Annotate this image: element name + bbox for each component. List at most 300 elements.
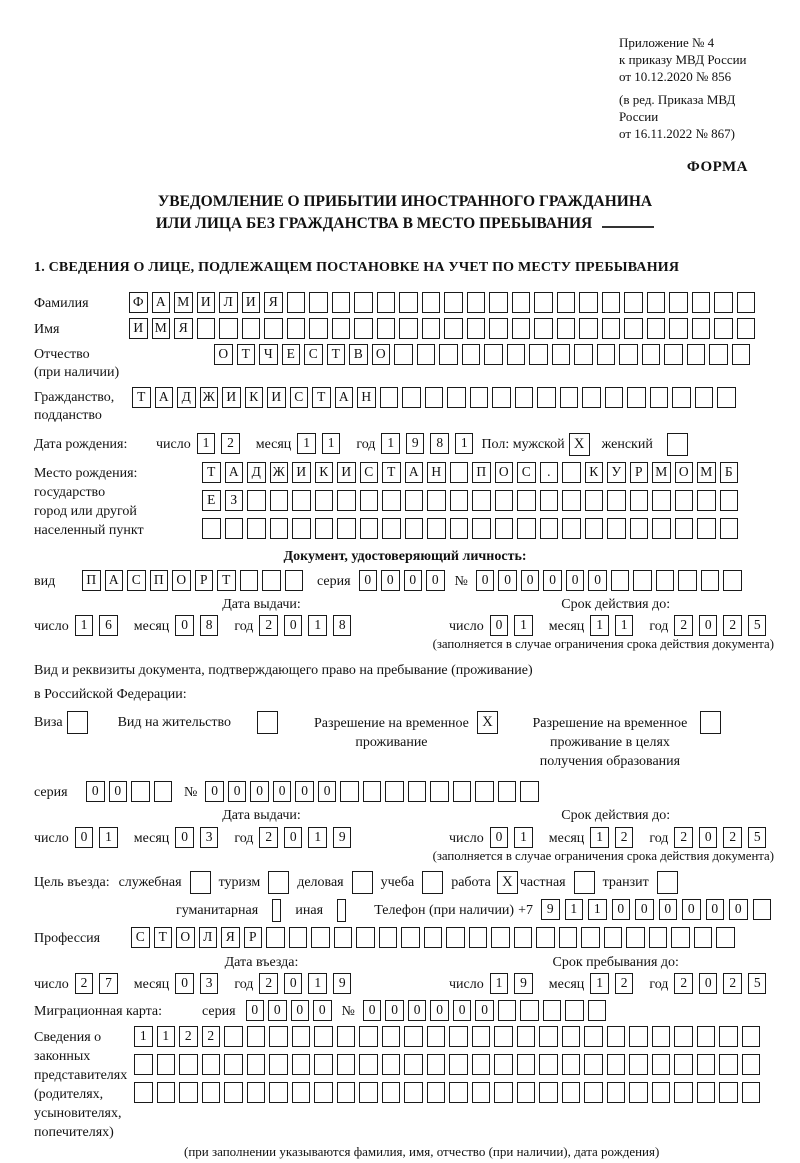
checkbox-humanitarian[interactable]: [272, 899, 281, 922]
char-box[interactable]: 1: [197, 433, 216, 454]
char-box[interactable]: [314, 1082, 333, 1103]
char-box[interactable]: 2: [674, 973, 693, 994]
char-box[interactable]: [559, 927, 578, 948]
char-box[interactable]: [672, 387, 691, 408]
char-box[interactable]: [247, 1082, 266, 1103]
char-box[interactable]: [529, 344, 548, 365]
char-box[interactable]: [720, 518, 739, 539]
char-box[interactable]: З: [225, 490, 244, 511]
char-box[interactable]: [515, 387, 534, 408]
char-box[interactable]: 2: [723, 615, 742, 636]
phone-input[interactable]: [541, 899, 776, 920]
given-name-input[interactable]: [129, 318, 759, 339]
char-box[interactable]: 0: [175, 973, 194, 994]
char-box[interactable]: П: [82, 570, 101, 591]
birth-place-row3[interactable]: [202, 518, 742, 539]
char-box[interactable]: 0: [699, 973, 718, 994]
char-box[interactable]: К: [245, 387, 264, 408]
char-box[interactable]: [292, 518, 311, 539]
char-box[interactable]: [652, 1026, 671, 1047]
checkbox-visa[interactable]: [67, 711, 88, 734]
char-box[interactable]: [287, 292, 306, 313]
char-box[interactable]: 0: [295, 781, 314, 802]
char-box[interactable]: [467, 292, 486, 313]
char-box[interactable]: [652, 490, 671, 511]
char-box[interactable]: [678, 570, 697, 591]
char-box[interactable]: [394, 344, 413, 365]
char-box[interactable]: И: [222, 387, 241, 408]
char-box[interactable]: 0: [476, 570, 495, 591]
char-box[interactable]: О: [176, 927, 195, 948]
char-box[interactable]: 8: [430, 433, 449, 454]
char-box[interactable]: [315, 490, 334, 511]
char-box[interactable]: 6: [99, 615, 118, 636]
char-box[interactable]: [737, 318, 756, 339]
char-box[interactable]: [427, 1082, 446, 1103]
char-box[interactable]: [292, 1082, 311, 1103]
char-box[interactable]: [719, 1054, 738, 1075]
char-box[interactable]: [714, 292, 733, 313]
char-box[interactable]: 0: [291, 1000, 310, 1021]
char-box[interactable]: [534, 292, 553, 313]
char-box[interactable]: И: [197, 292, 216, 313]
char-box[interactable]: [732, 344, 751, 365]
char-box[interactable]: О: [172, 570, 191, 591]
residence-valid-month[interactable]: [590, 827, 639, 848]
char-box[interactable]: 0: [699, 827, 718, 848]
char-box[interactable]: 1: [308, 973, 327, 994]
char-box[interactable]: [332, 292, 351, 313]
char-box[interactable]: 1: [381, 433, 400, 454]
char-box[interactable]: [694, 927, 713, 948]
char-box[interactable]: [697, 1026, 716, 1047]
char-box[interactable]: [404, 1054, 423, 1075]
char-box[interactable]: [540, 490, 559, 511]
char-box[interactable]: С: [304, 344, 323, 365]
citizenship-input[interactable]: [132, 387, 740, 408]
legal-reps-row2[interactable]: [134, 1054, 764, 1075]
char-box[interactable]: [225, 518, 244, 539]
char-box[interactable]: [402, 387, 421, 408]
char-box[interactable]: [314, 1054, 333, 1075]
checkbox-male[interactable]: X: [569, 433, 590, 456]
char-box[interactable]: 0: [408, 1000, 427, 1021]
char-box[interactable]: [202, 1054, 221, 1075]
char-box[interactable]: [417, 344, 436, 365]
char-box[interactable]: [472, 1054, 491, 1075]
birth-place-row1[interactable]: [202, 462, 742, 483]
char-box[interactable]: [224, 1054, 243, 1075]
char-box[interactable]: Н: [357, 387, 376, 408]
char-box[interactable]: О: [495, 462, 514, 483]
char-box[interactable]: [709, 344, 728, 365]
char-box[interactable]: О: [675, 462, 694, 483]
entry-day[interactable]: [75, 973, 124, 994]
char-box[interactable]: Ж: [200, 387, 219, 408]
char-box[interactable]: [494, 1054, 513, 1075]
char-box[interactable]: Т: [327, 344, 346, 365]
char-box[interactable]: 0: [75, 827, 94, 848]
stay-month[interactable]: [590, 973, 639, 994]
char-box[interactable]: 0: [175, 827, 194, 848]
char-box[interactable]: [404, 1082, 423, 1103]
char-box[interactable]: 9: [333, 827, 352, 848]
char-box[interactable]: [737, 292, 756, 313]
char-box[interactable]: [453, 781, 472, 802]
char-box[interactable]: [292, 1026, 311, 1047]
char-box[interactable]: 0: [612, 899, 631, 920]
char-box[interactable]: [584, 1026, 603, 1047]
char-box[interactable]: [669, 292, 688, 313]
char-box[interactable]: [266, 927, 285, 948]
char-box[interactable]: А: [225, 462, 244, 483]
char-box[interactable]: [630, 518, 649, 539]
char-box[interactable]: [697, 518, 716, 539]
checkbox-transit[interactable]: [657, 871, 678, 894]
char-box[interactable]: [292, 490, 311, 511]
checkbox-private[interactable]: [574, 871, 595, 894]
char-box[interactable]: Т: [217, 570, 236, 591]
char-box[interactable]: [539, 1082, 558, 1103]
char-box[interactable]: [605, 387, 624, 408]
identity-valid-day[interactable]: [490, 615, 539, 636]
char-box[interactable]: [697, 1054, 716, 1075]
char-box[interactable]: [552, 344, 571, 365]
birth-day-input[interactable]: [197, 433, 246, 454]
char-box[interactable]: Ж: [270, 462, 289, 483]
char-box[interactable]: 9: [541, 899, 560, 920]
char-box[interactable]: [647, 318, 666, 339]
char-box[interactable]: [630, 490, 649, 511]
char-box[interactable]: [179, 1082, 198, 1103]
char-box[interactable]: [382, 1054, 401, 1075]
checkbox-education-residence[interactable]: [700, 711, 721, 734]
char-box[interactable]: [695, 387, 714, 408]
char-box[interactable]: 0: [659, 899, 678, 920]
checkbox-study[interactable]: [422, 871, 443, 894]
char-box[interactable]: 0: [521, 570, 540, 591]
char-box[interactable]: [562, 1054, 581, 1075]
char-box[interactable]: [292, 1054, 311, 1075]
surname-input[interactable]: [129, 292, 759, 313]
char-box[interactable]: [626, 927, 645, 948]
char-box[interactable]: [520, 1000, 539, 1021]
char-box[interactable]: 9: [333, 973, 352, 994]
char-box[interactable]: 2: [259, 827, 278, 848]
char-box[interactable]: [624, 318, 643, 339]
entry-year[interactable]: [259, 973, 357, 994]
char-box[interactable]: [449, 1026, 468, 1047]
char-box[interactable]: 0: [426, 570, 445, 591]
char-box[interactable]: С: [131, 927, 150, 948]
char-box[interactable]: [597, 344, 616, 365]
char-box[interactable]: [134, 1082, 153, 1103]
char-box[interactable]: К: [585, 462, 604, 483]
char-box[interactable]: 2: [179, 1026, 198, 1047]
char-box[interactable]: Я: [221, 927, 240, 948]
char-box[interactable]: Т: [154, 927, 173, 948]
char-box[interactable]: Т: [202, 462, 221, 483]
char-box[interactable]: [472, 490, 491, 511]
char-box[interactable]: [652, 1054, 671, 1075]
char-box[interactable]: И: [242, 292, 261, 313]
char-box[interactable]: [607, 1026, 626, 1047]
char-box[interactable]: [449, 1082, 468, 1103]
stay-day[interactable]: [490, 973, 539, 994]
char-box[interactable]: [427, 1054, 446, 1075]
char-box[interactable]: [629, 1054, 648, 1075]
char-box[interactable]: [359, 1026, 378, 1047]
char-box[interactable]: 1: [590, 973, 609, 994]
char-box[interactable]: [517, 1054, 536, 1075]
char-box[interactable]: [422, 292, 441, 313]
char-box[interactable]: [619, 344, 638, 365]
char-box[interactable]: [536, 927, 555, 948]
char-box[interactable]: Б: [720, 462, 739, 483]
residence-issue-day[interactable]: [75, 827, 124, 848]
char-box[interactable]: 1: [75, 615, 94, 636]
char-box[interactable]: [674, 1054, 693, 1075]
char-box[interactable]: [462, 344, 481, 365]
char-box[interactable]: [447, 387, 466, 408]
char-box[interactable]: [720, 490, 739, 511]
char-box[interactable]: 1: [99, 827, 118, 848]
char-box[interactable]: [581, 927, 600, 948]
char-box[interactable]: [584, 1082, 603, 1103]
char-box[interactable]: [647, 292, 666, 313]
char-box[interactable]: [697, 490, 716, 511]
char-box[interactable]: И: [337, 462, 356, 483]
char-box[interactable]: [359, 1082, 378, 1103]
char-box[interactable]: [270, 518, 289, 539]
checkbox-other[interactable]: [337, 899, 346, 922]
char-box[interactable]: [470, 387, 489, 408]
char-box[interactable]: [537, 387, 556, 408]
char-box[interactable]: [494, 1026, 513, 1047]
char-box[interactable]: [742, 1054, 761, 1075]
char-box[interactable]: [543, 1000, 562, 1021]
char-box[interactable]: [354, 318, 373, 339]
profession-input[interactable]: [131, 927, 739, 948]
legal-reps-row1[interactable]: [134, 1026, 764, 1047]
char-box[interactable]: 3: [200, 973, 219, 994]
char-box[interactable]: [247, 1054, 266, 1075]
char-box[interactable]: П: [472, 462, 491, 483]
char-box[interactable]: 1: [590, 827, 609, 848]
char-box[interactable]: [674, 1082, 693, 1103]
char-box[interactable]: [517, 518, 536, 539]
migration-series-input[interactable]: [246, 1000, 336, 1021]
char-box[interactable]: 1: [590, 615, 609, 636]
char-box[interactable]: 1: [514, 615, 533, 636]
char-box[interactable]: [602, 292, 621, 313]
char-box[interactable]: [240, 570, 259, 591]
char-box[interactable]: 0: [635, 899, 654, 920]
char-box[interactable]: 5: [748, 827, 767, 848]
char-box[interactable]: [607, 518, 626, 539]
char-box[interactable]: 0: [682, 899, 701, 920]
char-box[interactable]: Т: [132, 387, 151, 408]
char-box[interactable]: Е: [202, 490, 221, 511]
char-box[interactable]: [716, 927, 735, 948]
char-box[interactable]: [399, 292, 418, 313]
checkbox-official[interactable]: [190, 871, 211, 894]
char-box[interactable]: [585, 518, 604, 539]
char-box[interactable]: [354, 292, 373, 313]
char-box[interactable]: С: [517, 462, 536, 483]
char-box[interactable]: [444, 318, 463, 339]
char-box[interactable]: [379, 927, 398, 948]
char-box[interactable]: [425, 387, 444, 408]
char-box[interactable]: [360, 518, 379, 539]
char-box[interactable]: [692, 292, 711, 313]
char-box[interactable]: [498, 1000, 517, 1021]
char-box[interactable]: 1: [157, 1026, 176, 1047]
char-box[interactable]: 2: [723, 827, 742, 848]
char-box[interactable]: 0: [543, 570, 562, 591]
char-box[interactable]: 2: [221, 433, 240, 454]
char-box[interactable]: [337, 1026, 356, 1047]
char-box[interactable]: [562, 1082, 581, 1103]
char-box[interactable]: [399, 318, 418, 339]
char-box[interactable]: 1: [615, 615, 634, 636]
char-box[interactable]: 2: [615, 827, 634, 848]
char-box[interactable]: Т: [237, 344, 256, 365]
char-box[interactable]: [579, 292, 598, 313]
char-box[interactable]: [517, 1026, 536, 1047]
char-box[interactable]: [753, 899, 772, 920]
char-box[interactable]: [380, 387, 399, 408]
residence-issue-month[interactable]: [175, 827, 224, 848]
char-box[interactable]: 0: [363, 1000, 382, 1021]
char-box[interactable]: [692, 318, 711, 339]
char-box[interactable]: [539, 1054, 558, 1075]
char-box[interactable]: [202, 518, 221, 539]
char-box[interactable]: 0: [430, 1000, 449, 1021]
char-box[interactable]: Р: [630, 462, 649, 483]
char-box[interactable]: А: [405, 462, 424, 483]
char-box[interactable]: И: [267, 387, 286, 408]
char-box[interactable]: [131, 781, 150, 802]
char-box[interactable]: 1: [134, 1026, 153, 1047]
char-box[interactable]: [224, 1082, 243, 1103]
char-box[interactable]: Р: [244, 927, 263, 948]
char-box[interactable]: 0: [284, 615, 303, 636]
char-box[interactable]: [134, 1054, 153, 1075]
char-box[interactable]: [517, 1082, 536, 1103]
char-box[interactable]: [495, 490, 514, 511]
char-box[interactable]: [512, 318, 531, 339]
char-box[interactable]: 2: [723, 973, 742, 994]
char-box[interactable]: [427, 518, 446, 539]
char-box[interactable]: [382, 1026, 401, 1047]
doc-series-input[interactable]: [359, 570, 449, 591]
char-box[interactable]: [627, 387, 646, 408]
char-box[interactable]: 1: [490, 973, 509, 994]
identity-issue-year[interactable]: [259, 615, 357, 636]
char-box[interactable]: 0: [729, 899, 748, 920]
char-box[interactable]: [534, 318, 553, 339]
char-box[interactable]: 0: [175, 615, 194, 636]
char-box[interactable]: 0: [699, 615, 718, 636]
char-box[interactable]: С: [290, 387, 309, 408]
char-box[interactable]: 2: [202, 1026, 221, 1047]
char-box[interactable]: [382, 1082, 401, 1103]
char-box[interactable]: И: [292, 462, 311, 483]
char-box[interactable]: [714, 318, 733, 339]
char-box[interactable]: [492, 387, 511, 408]
char-box[interactable]: 8: [200, 615, 219, 636]
char-box[interactable]: [562, 462, 581, 483]
char-box[interactable]: Д: [177, 387, 196, 408]
char-box[interactable]: .: [540, 462, 559, 483]
char-box[interactable]: [565, 1000, 584, 1021]
char-box[interactable]: [405, 518, 424, 539]
char-box[interactable]: 2: [674, 827, 693, 848]
char-box[interactable]: [315, 518, 334, 539]
char-box[interactable]: [624, 292, 643, 313]
char-box[interactable]: 1: [565, 899, 584, 920]
char-box[interactable]: 0: [284, 827, 303, 848]
char-box[interactable]: [262, 570, 281, 591]
char-box[interactable]: [562, 490, 581, 511]
char-box[interactable]: [427, 1026, 446, 1047]
char-box[interactable]: 9: [514, 973, 533, 994]
char-box[interactable]: И: [129, 318, 148, 339]
char-box[interactable]: [652, 518, 671, 539]
char-box[interactable]: [585, 490, 604, 511]
char-box[interactable]: [491, 927, 510, 948]
char-box[interactable]: [242, 318, 261, 339]
char-box[interactable]: [607, 1082, 626, 1103]
char-box[interactable]: [334, 927, 353, 948]
migration-number-input[interactable]: [363, 1000, 611, 1021]
checkbox-business[interactable]: [352, 871, 373, 894]
char-box[interactable]: М: [152, 318, 171, 339]
char-box[interactable]: [656, 570, 675, 591]
char-box[interactable]: 1: [308, 615, 327, 636]
char-box[interactable]: [285, 570, 304, 591]
char-box[interactable]: [604, 927, 623, 948]
char-box[interactable]: [539, 1026, 558, 1047]
char-box[interactable]: [540, 518, 559, 539]
char-box[interactable]: 2: [259, 973, 278, 994]
char-box[interactable]: [584, 1054, 603, 1075]
char-box[interactable]: [557, 318, 576, 339]
char-box[interactable]: [649, 927, 668, 948]
char-box[interactable]: С: [360, 462, 379, 483]
char-box[interactable]: [449, 1054, 468, 1075]
char-box[interactable]: [607, 490, 626, 511]
char-box[interactable]: [422, 318, 441, 339]
char-box[interactable]: Р: [195, 570, 214, 591]
char-box[interactable]: [179, 1054, 198, 1075]
char-box[interactable]: [507, 344, 526, 365]
char-box[interactable]: [472, 1082, 491, 1103]
char-box[interactable]: [557, 292, 576, 313]
char-box[interactable]: [269, 1054, 288, 1075]
char-box[interactable]: [475, 781, 494, 802]
char-box[interactable]: 0: [498, 570, 517, 591]
char-box[interactable]: [671, 927, 690, 948]
char-box[interactable]: А: [105, 570, 124, 591]
char-box[interactable]: [633, 570, 652, 591]
char-box[interactable]: [404, 1026, 423, 1047]
char-box[interactable]: 2: [615, 973, 634, 994]
char-box[interactable]: 5: [748, 973, 767, 994]
char-box[interactable]: 0: [359, 570, 378, 591]
residence-valid-year[interactable]: [674, 827, 772, 848]
